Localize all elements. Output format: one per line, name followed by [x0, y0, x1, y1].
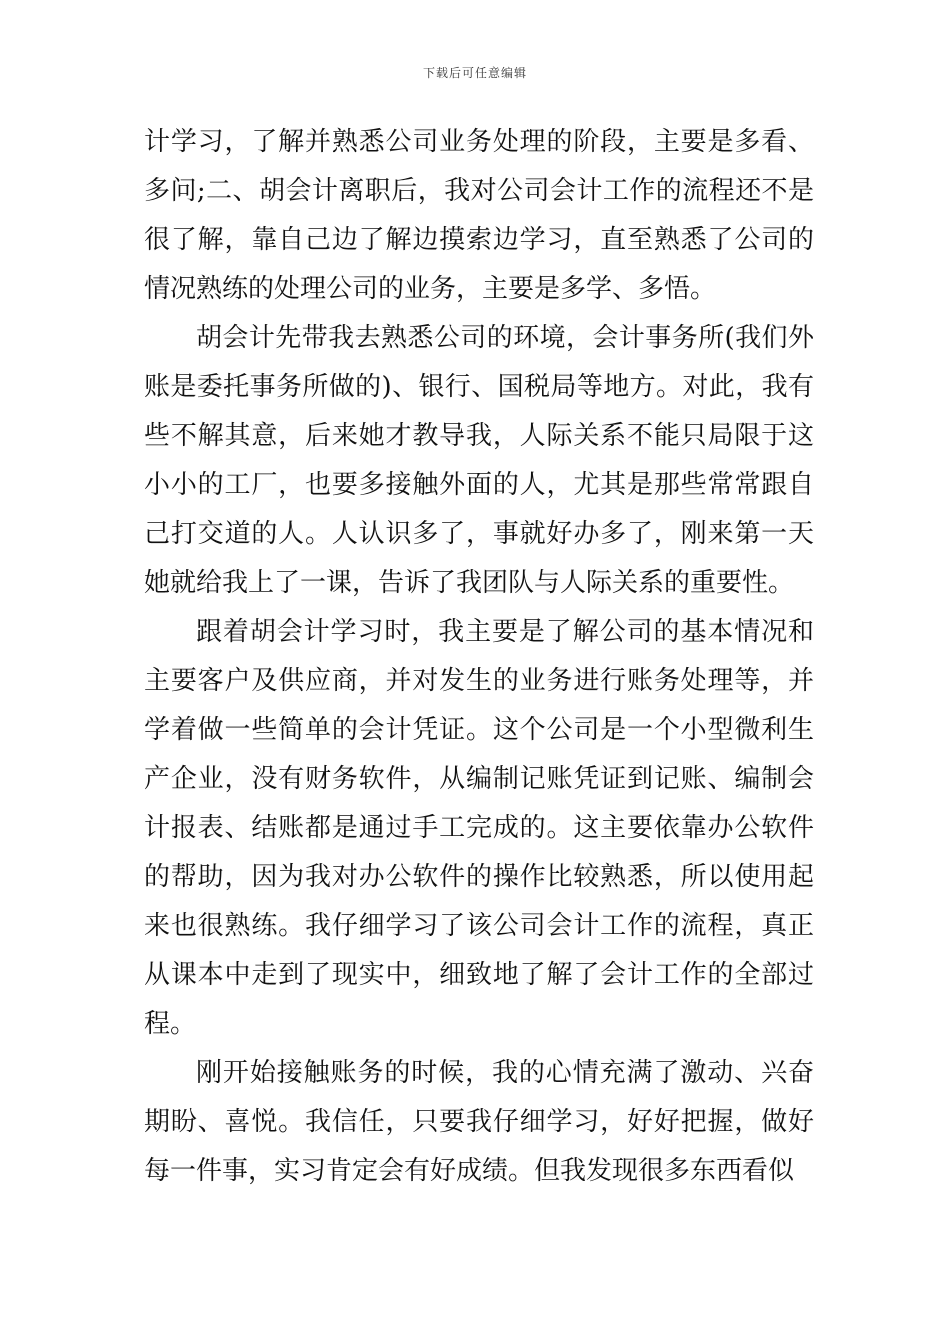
- paragraph-learning: 跟着胡会计学习时，我主要是了解公司的基本情况和主要客户及供应商，并对发生的业务进行账务处理等，并学着做一些简单的会计凭证。这个公司是一个小型微利生产企业，没有财务软件，从编制记账凭证到记账、编制会计报表、结账都是通过手工完成的。这主要依靠办公软件的帮助，因为我对办公软件的操作比较熟悉，所以使用起来也很熟练。我仔细学习了该公司会计工作的流程，真正从课本中走到了现实中，细致地了解了会计工作的全部过程。: [144, 617, 814, 1039]
- paragraph-environment: 胡会计先带我去熟悉公司的环境，会计事务所(我们外账是委托事务所做的)、银行、国税局等地方。对此，我有些不解其意，后来她才教导我，人际关系不能只局限于这小小的工厂，也要多接触外面的人，尤其是那些常常跟自己打交道的人。人认识多了，事就好办多了，刚来第一天她就给我上了一课，告诉了我团队与人际关系的重要性。: [144, 323, 814, 598]
- document-body: [144, 118, 814, 1196]
- paragraph-first-contact: 刚开始接触账务的时候，我的心情充满了激动、兴奋期盼、喜悦。我信任，只要我仔细学习，好好把握，做好每一件事，实习肯定会有好成绩。但我发现很多东西看似: [144, 1058, 814, 1186]
- paragraph-continuation: 计学习，了解并熟悉公司业务处理的阶段，主要是多看、多问;二、胡会计离职后，我对公司会计工作的流程还不是很了解，靠自己边了解边摸索边学习，直至熟悉了公司的情况熟练的处理公司的业务，主要是多学、多悟。: [144, 127, 814, 304]
- page-header: 下载后可任意编辑: [422, 66, 527, 80]
